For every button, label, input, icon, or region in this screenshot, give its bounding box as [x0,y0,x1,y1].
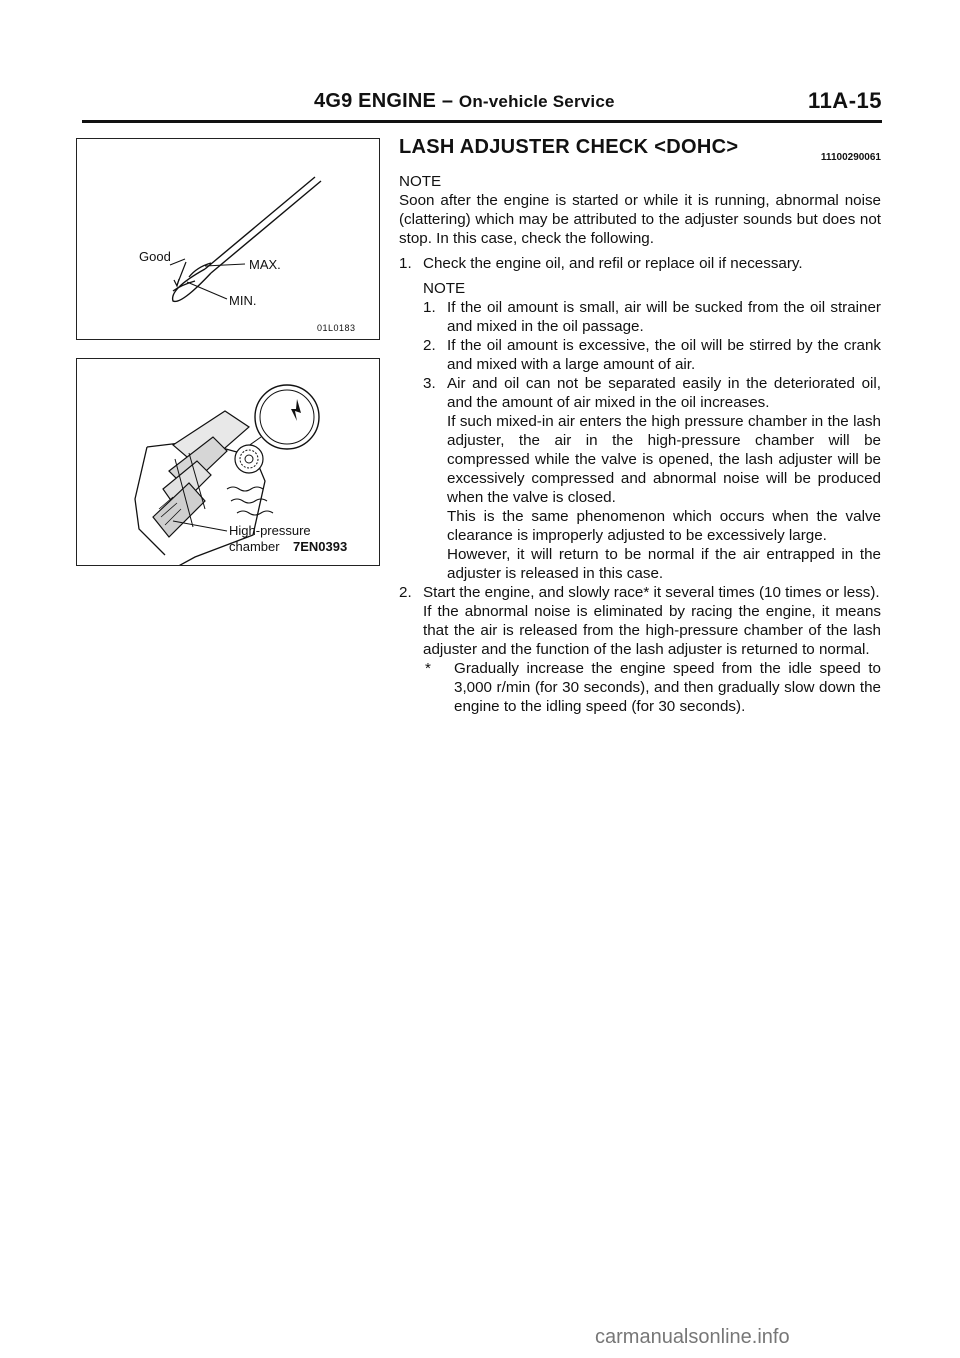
figure-lash-adjuster [76,358,380,566]
step-2-continuation [399,602,881,659]
step-text: Start the engine, and slowly race* it several times (10 times or less). [423,584,880,601]
dipstick-illustration [77,139,379,339]
section-header [399,138,881,172]
note-number: 1. [423,299,436,316]
footnote-mark: * [425,660,431,677]
note-number: 3. [423,375,436,392]
section-code: 11100290061 [820,152,881,163]
note-item [423,298,881,336]
intro-paragraph: Soon after the engine is started or while it is running, abnormal noise (clattering) which may be attributed to the adjuster sounds but does not stop. In this case, check the following. [399,192,881,247]
label-max: MAX. [249,257,281,272]
step-1-note-label [423,279,881,298]
step-1 [399,254,881,273]
step-2 [399,583,881,602]
note-label: NOTE [399,173,442,190]
step-number: 1. [399,255,412,272]
label-high-pressure: High-pressure [229,523,311,538]
note-text: If the oil amount is small, air will be sucked from the oil strainer and mixed in the oil passage. [447,299,881,335]
note-text: Air and oil can not be separated easily in the deteriorated oil, and the amount of air mixed in the oil increases. [447,375,881,411]
page-header [82,86,882,123]
label-good: Good [139,249,171,264]
note-cont-text: This is the same phenomenon which occurs when the valve clearance is improperly adjusted to be excessively large. [447,508,881,544]
step-number: 2. [399,584,412,601]
step-text: Check the engine oil, and refil or replace oil if necessary. [423,255,803,272]
note-label: NOTE [423,280,466,297]
note-continuation [423,545,881,583]
page-number: 11A-15 [808,88,882,113]
note-item [423,374,881,412]
figure-code: 7EN0393 [293,539,348,554]
lash-adjuster-illustration [77,359,379,565]
figure-code: 01L0183 [317,323,356,333]
label-chamber: chamber [229,539,280,554]
note-continuation [423,507,881,545]
note-cont-text: If such mixed-in air enters the high pressure chamber in the lash adjuster, the air in the high-pressure chamber will be compressed while the valve is opened, the lash adjuster will be excessively compressed and abnormal noise will be produced when the valve is closed. [447,413,881,506]
label-min: MIN. [229,293,257,308]
note-item [423,336,881,374]
footnote-text: Gradually increase the engine speed from the idle speed to 3,000 r/min (for 30 seconds), and then gradually slow down the engine to the idling speed (for 30 seconds). [454,660,881,715]
note-continuation [423,412,881,507]
header-title [314,90,615,113]
watermark: carmanualsonline.info [595,1326,790,1348]
footnote [423,659,881,716]
note-cont-text: However, it will return to be normal if the air entrapped in the adjuster is released in this case. [447,546,881,582]
header-title-sub: On-vehicle Service [458,92,615,111]
header-title-dash: – [441,90,454,112]
note-number: 2. [423,337,436,354]
section-title: LASH ADJUSTER CHECK <DOHC> [399,136,739,158]
figure-dipstick [76,138,380,340]
step-cont-text: If the abnormal noise is eliminated by racing the engine, it means that the air is released from the high-pressure chamber of the lash adjuster and the function of the lash adjuster is returned to normal. [423,603,881,658]
section-body [399,138,881,716]
header-title-main: 4G9 ENGINE [314,90,437,112]
note-text: If the oil amount is excessive, the oil will be stirred by the crank and mixed with a large amount of air. [447,337,881,373]
